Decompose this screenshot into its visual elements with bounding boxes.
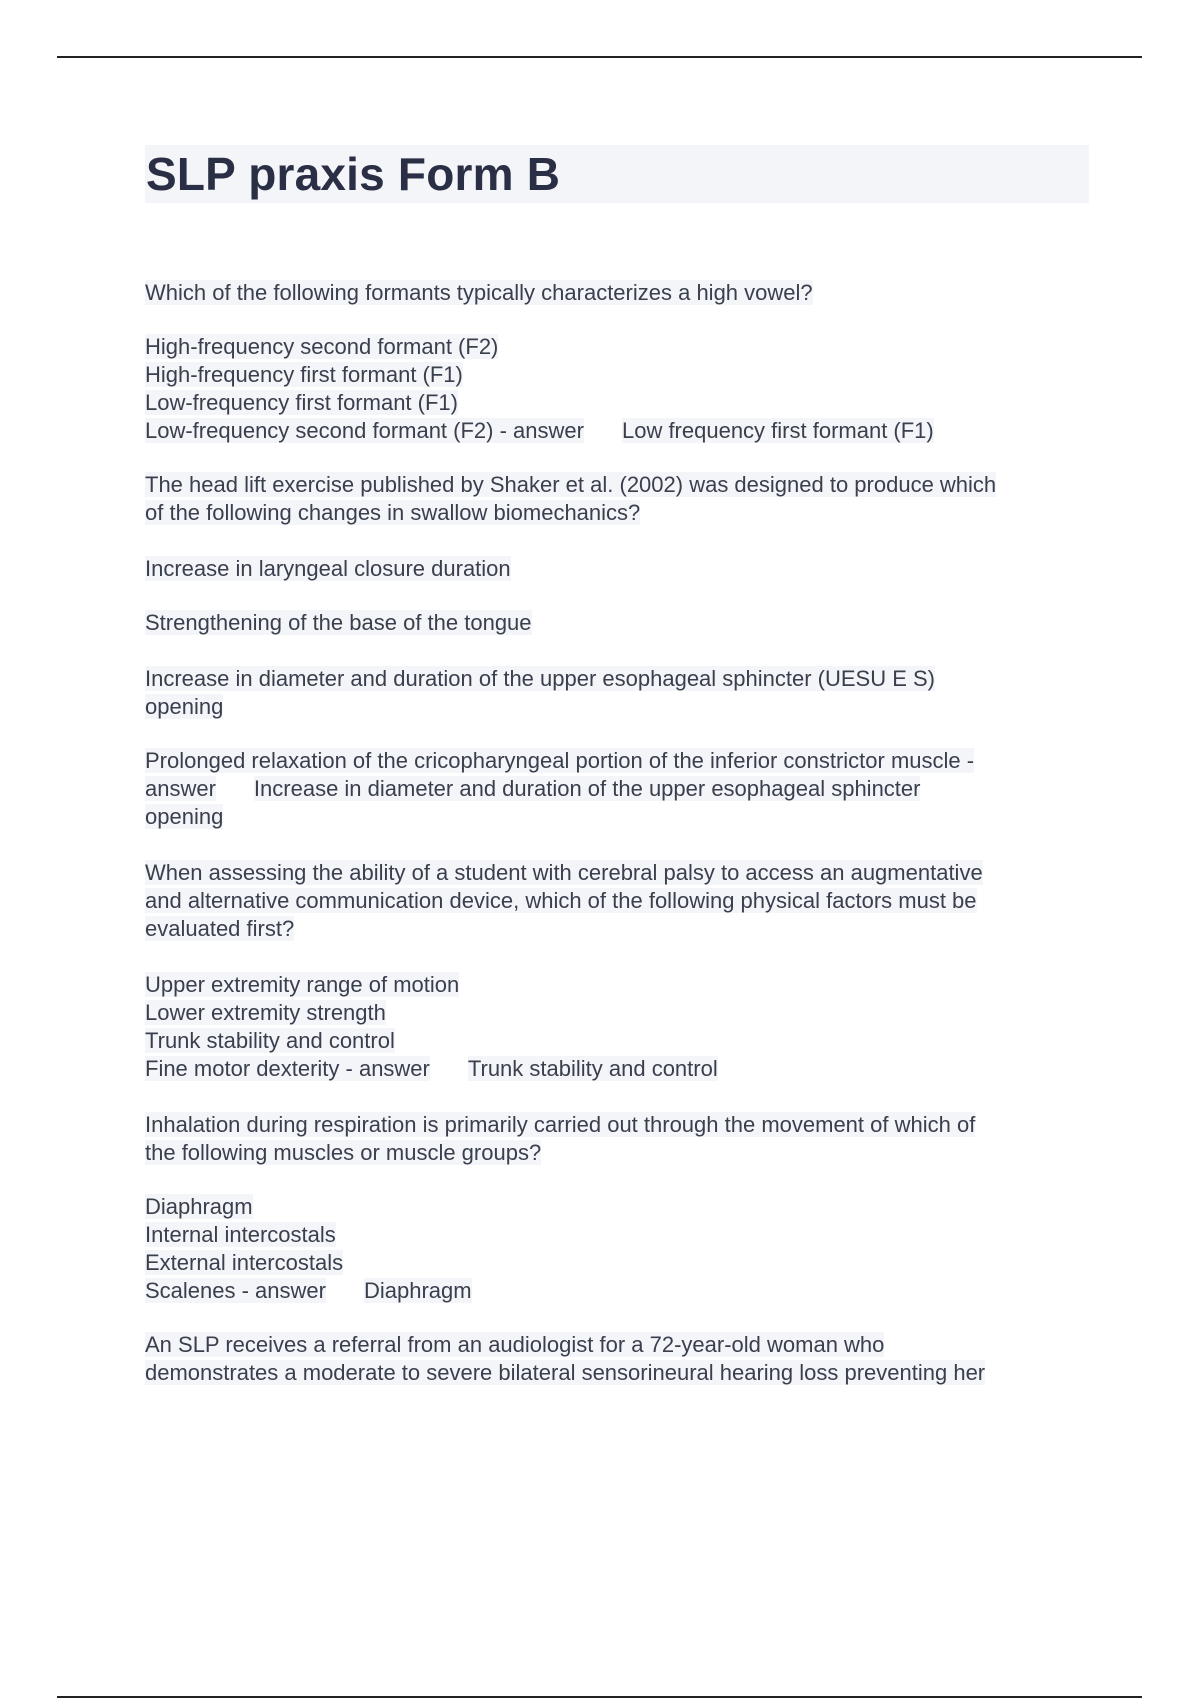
q2-answer: Increase in diameter and duration of the upper esophageal sphincter <box>253 776 921 801</box>
q4-answer: Diaphragm <box>363 1278 472 1303</box>
q3-option-2: Lower extremity strength <box>145 1000 386 1025</box>
question-2-text: The head lift exercise published by Shaker et al. (2002) was designed to produce which of the following changes in swallow biomechanics? <box>145 472 997 525</box>
q4-option-3: External intercostals <box>145 1250 344 1275</box>
question-3-text: When assessing the ability of a student with cerebral palsy to access an augmentative and alternative communication device, which of the following physical factors must be evaluated first? <box>145 860 983 941</box>
bottom-divider <box>57 1696 1142 1698</box>
question-5 <box>145 1331 1090 1387</box>
question-3 <box>145 859 1090 1083</box>
q3-option-1: Upper extremity range of motion <box>145 972 460 997</box>
q1-option-3: Low-frequency first formant (F1) <box>145 390 458 415</box>
q1-option-1: High-frequency second formant (F2) <box>145 334 499 359</box>
question-1 <box>145 279 1090 445</box>
question-4-options <box>145 1193 1090 1305</box>
q3-option-3: Trunk stability and control <box>145 1028 395 1053</box>
q2-option-4: Prolonged relaxation of the cricopharyngeal portion of the inferior constrictor muscle - answer Increase in diameter and duration of the upper esophageal sphincter opening <box>145 748 975 829</box>
q2-option-2: Strengthening of the base of the tongue <box>145 610 532 635</box>
q3-option-4: Fine motor dexterity - answer <box>145 1056 430 1081</box>
question-3-options <box>145 971 1090 1083</box>
q3-answer: Trunk stability and control <box>467 1056 718 1081</box>
q1-option-4: Low-frequency second formant (F2) - answer <box>145 418 584 443</box>
q2-option-3: Increase in diameter and duration of the upper esophageal sphincter (UESU E S) opening <box>145 666 936 719</box>
q4-option-1: Diaphragm <box>145 1194 253 1219</box>
question-4 <box>145 1111 1090 1305</box>
document-title: SLP praxis Form B <box>146 148 561 200</box>
question-1-options <box>145 333 1090 445</box>
question-4-text: Inhalation during respiration is primarily carried out through the movement of which of the following muscles or muscle groups? <box>145 1112 976 1165</box>
question-2 <box>145 471 1090 831</box>
q4-option-2: Internal intercostals <box>145 1222 336 1247</box>
q1-option-2: High-frequency first formant (F1) <box>145 362 463 387</box>
question-5-text: An SLP receives a referral from an audiologist for a 72-year-old woman who demonstrates a moderate to severe bilateral sensorineural hearing loss preventing her <box>145 1332 986 1385</box>
q4-option-4: Scalenes - answer <box>145 1278 326 1303</box>
title-banner <box>145 145 1089 203</box>
document-body <box>145 145 1090 1387</box>
top-divider <box>57 56 1142 58</box>
question-1-text: Which of the following formants typically characterizes a high vowel? <box>145 280 813 305</box>
q1-answer: Low frequency first formant (F1) <box>621 418 934 443</box>
q2-option-1: Increase in laryngeal closure duration <box>145 556 511 581</box>
